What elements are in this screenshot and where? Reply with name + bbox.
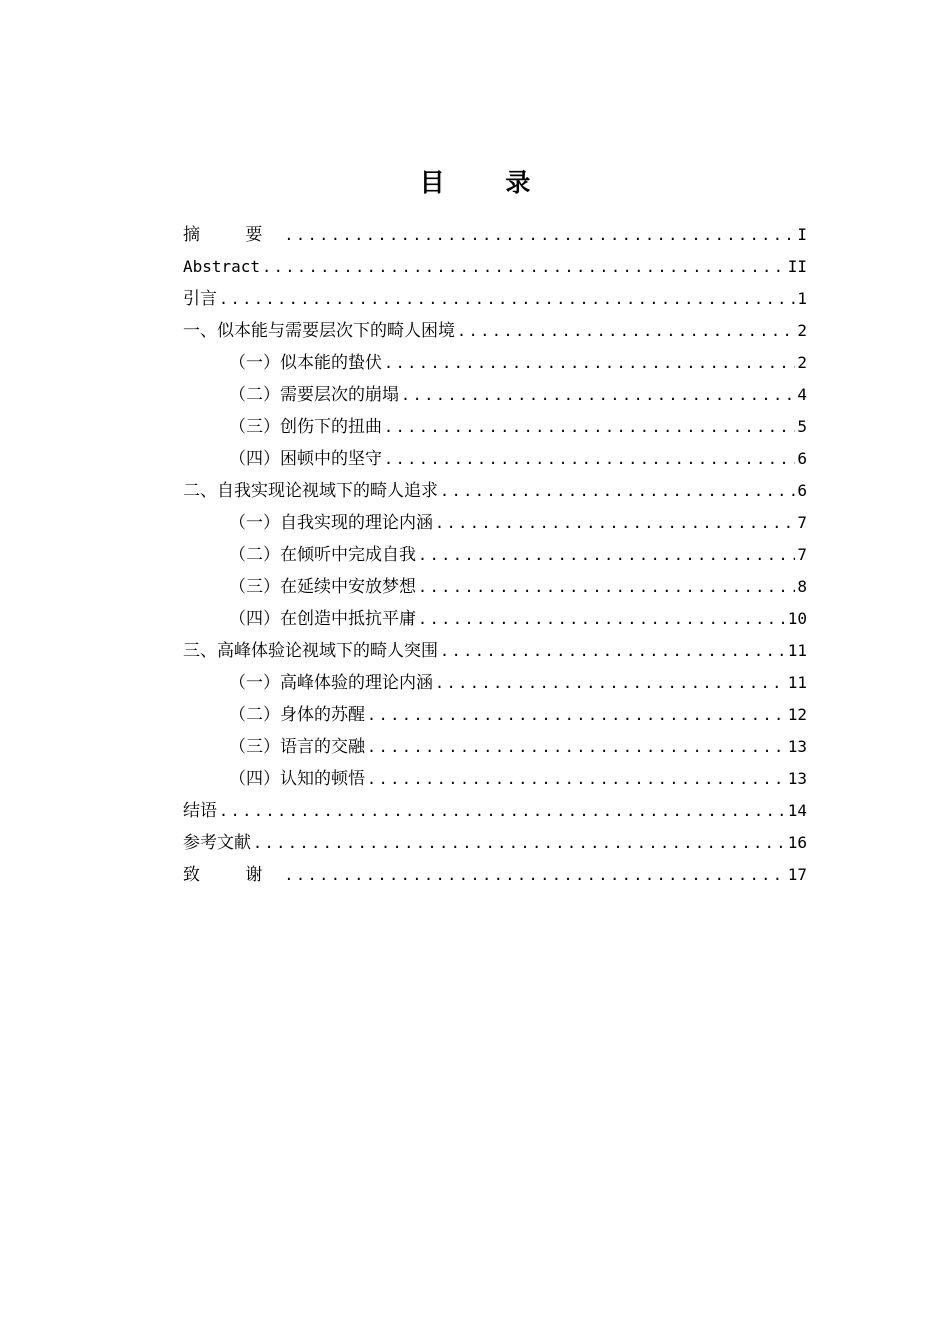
toc-entry-section-2-4[interactable] <box>183 603 807 635</box>
toc-entry-label: 摘 要 <box>183 225 283 245</box>
dot-leader <box>418 539 795 571</box>
toc-page-number: 4 <box>797 385 807 404</box>
toc-entry-label: （三）语言的交融 <box>229 737 365 757</box>
toc-page-number: 12 <box>787 705 807 724</box>
dot-leader <box>457 315 795 347</box>
toc-page-number: 6 <box>797 449 807 468</box>
toc-page-number: 17 <box>787 865 807 884</box>
toc-page-number: 6 <box>797 481 807 500</box>
toc-page-number: 14 <box>787 801 807 820</box>
toc-entry-section-3-4[interactable] <box>183 763 807 795</box>
dot-leader <box>435 507 795 539</box>
toc-entry-abstract-cn[interactable] <box>183 219 807 251</box>
toc-entry-chapter-1[interactable] <box>183 315 807 347</box>
toc-entry-label: 致 谢 <box>183 865 283 885</box>
toc-entry-section-1-3[interactable] <box>183 411 807 443</box>
dot-leader <box>384 347 795 379</box>
toc-entry-label: 参考文献 <box>183 833 251 853</box>
toc-entry-label: （四）认知的顿悟 <box>229 769 365 789</box>
toc-page-number: 13 <box>787 737 807 756</box>
toc-entry-chapter-2[interactable] <box>183 475 807 507</box>
toc-page-number: I <box>797 225 807 244</box>
toc-entry-label: （四）在创造中抵抗平庸 <box>229 609 416 629</box>
dot-leader <box>384 411 795 443</box>
toc-entry-section-1-4[interactable] <box>183 443 807 475</box>
toc-page-number: 2 <box>797 321 807 340</box>
toc-entry-section-3-2[interactable] <box>183 699 807 731</box>
toc-entry-section-3-3[interactable] <box>183 731 807 763</box>
toc-page-number: 11 <box>787 673 807 692</box>
toc-entry-label: 引言 <box>183 289 217 309</box>
dot-leader <box>367 699 786 731</box>
dot-leader <box>418 571 795 603</box>
toc-entry-conclusion[interactable] <box>183 795 807 827</box>
page-title: 目 录 <box>419 167 557 197</box>
toc-page-number: 1 <box>797 289 807 308</box>
toc-entry-section-2-1[interactable] <box>183 507 807 539</box>
toc-entry-label: （一）自我实现的理论内涵 <box>229 513 433 533</box>
dot-leader <box>384 443 795 475</box>
toc-entry-label: （四）困顿中的坚守 <box>229 449 382 469</box>
toc-entry-label: （二）需要层次的崩塌 <box>229 385 399 405</box>
toc-entry-label: 二、自我实现论视域下的畸人追求 <box>183 481 438 501</box>
toc-entry-introduction[interactable] <box>183 283 807 315</box>
dot-leader <box>284 219 795 251</box>
toc-page-number: 16 <box>787 833 807 852</box>
toc-entry-label: Abstract <box>183 257 261 276</box>
dot-leader <box>219 795 786 827</box>
toc-page-number: 2 <box>797 353 807 372</box>
dot-leader <box>435 667 786 699</box>
toc-page-number: 7 <box>797 545 807 564</box>
toc-entry-section-3-1[interactable] <box>183 667 807 699</box>
toc-page-number: 8 <box>797 577 807 596</box>
dot-leader <box>440 635 786 667</box>
dot-leader <box>367 763 786 795</box>
toc-entry-label: （三）创伤下的扭曲 <box>229 417 382 437</box>
dot-leader <box>284 859 785 891</box>
toc-page-number: 10 <box>787 609 807 628</box>
dot-leader <box>253 827 786 859</box>
dot-leader <box>219 283 795 315</box>
toc-entry-label: （三）在延续中安放梦想 <box>229 577 416 597</box>
toc-entry-label: （二）在倾听中完成自我 <box>229 545 416 565</box>
toc-entry-label: 一、似本能与需要层次下的畸人困境 <box>183 321 455 341</box>
toc-entry-abstract-en[interactable] <box>183 251 807 283</box>
toc-page-number: 13 <box>787 769 807 788</box>
toc-entry-label: （二）身体的苏醒 <box>229 705 365 725</box>
toc-entry-label: 结语 <box>183 801 217 821</box>
dot-leader <box>367 731 786 763</box>
toc-entry-label: 三、高峰体验论视域下的畸人突围 <box>183 641 438 661</box>
toc-entry-references[interactable] <box>183 827 807 859</box>
toc-entry-section-2-2[interactable] <box>183 539 807 571</box>
toc-entry-acknowledgements[interactable] <box>183 859 807 891</box>
toc-page-number: 7 <box>797 513 807 532</box>
toc-page-number: II <box>787 257 807 276</box>
dot-leader <box>418 603 786 635</box>
dot-leader <box>262 251 786 283</box>
toc-page-number: 5 <box>797 417 807 436</box>
toc-page-number: 11 <box>787 641 807 660</box>
toc-entry-section-2-3[interactable] <box>183 571 807 603</box>
dot-leader <box>401 379 795 411</box>
toc-entry-label: （一）似本能的蛰伏 <box>229 353 382 373</box>
toc-entry-chapter-3[interactable] <box>183 635 807 667</box>
dot-leader <box>440 475 795 507</box>
table-of-contents <box>183 219 807 891</box>
toc-entry-section-1-1[interactable] <box>183 347 807 379</box>
toc-entry-label: （一）高峰体验的理论内涵 <box>229 673 433 693</box>
toc-entry-section-1-2[interactable] <box>183 379 807 411</box>
